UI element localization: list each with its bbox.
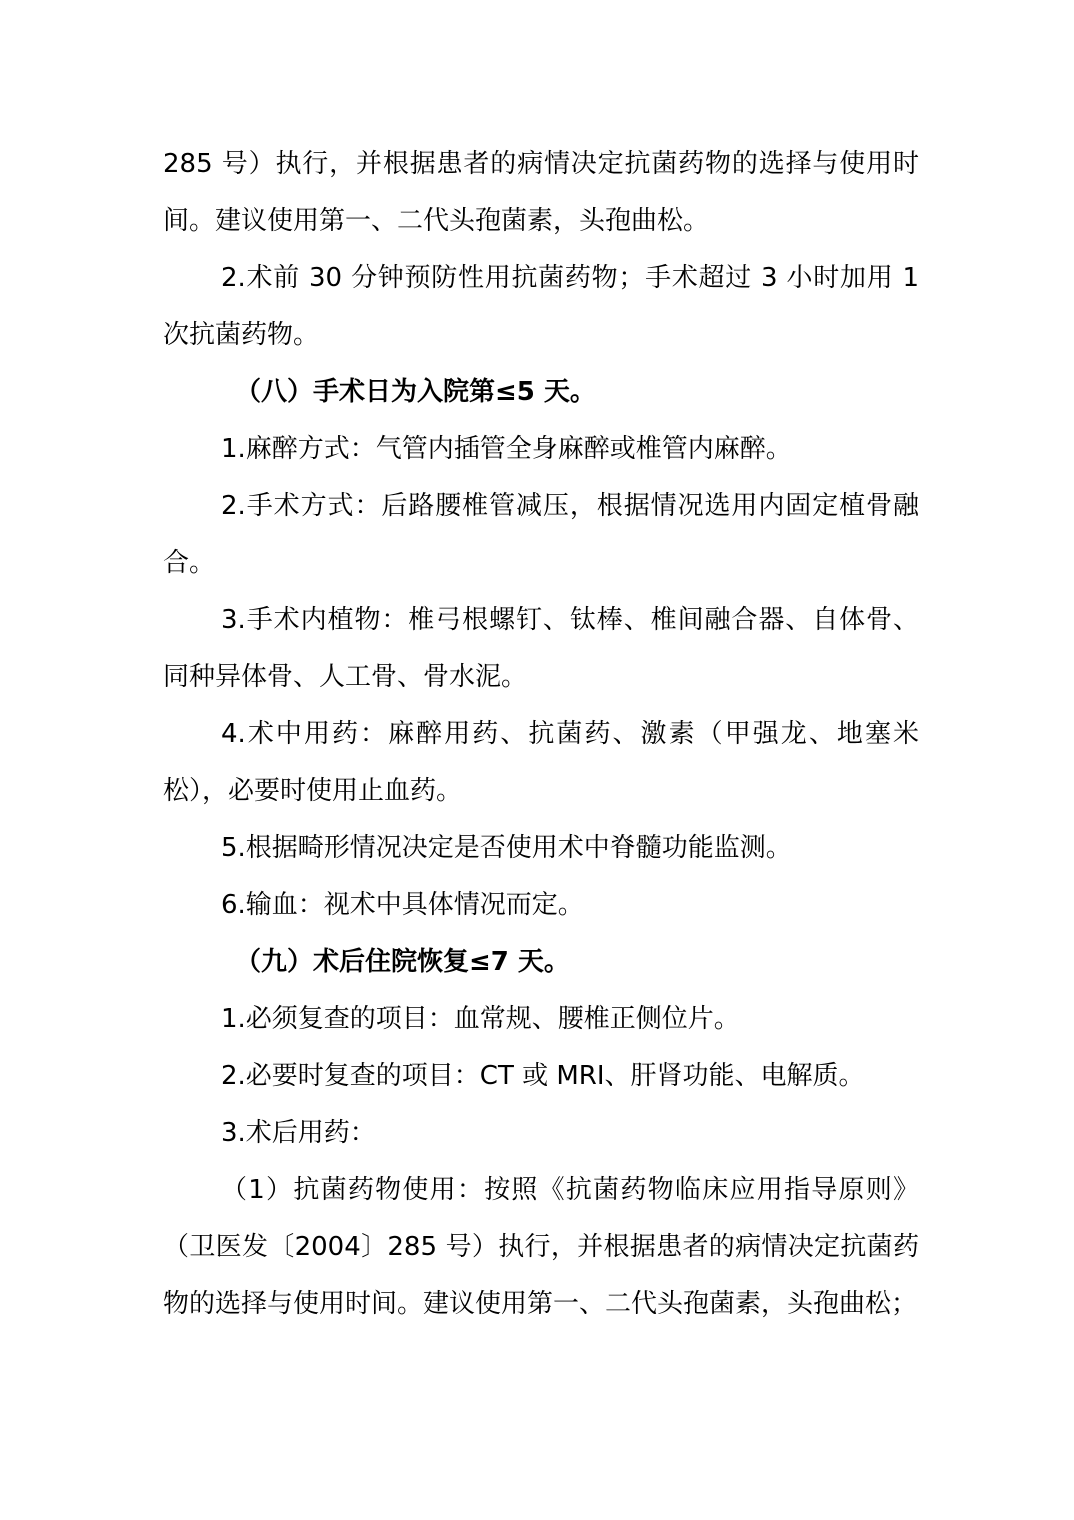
section-heading: （八）手术日为入院第≤5 天。 [235, 377, 596, 407]
paragraph: （1）抗菌药物使用：按照《抗菌药物临床应用指导原则》（卫医发〔2004〕285 号）执行，并根据患者的病情决定抗菌药物的选择与使用时间。建议使用第一、二代头孢菌素，头孢曲松； [163, 1175, 919, 1319]
paragraph: 2.术前 30 分钟预防性用抗菌药物；手术超过 3 小时加用 1 次抗菌药物。 [163, 263, 919, 350]
paragraph: 2.手术方式：后路腰椎管减压，根据情况选用内固定植骨融合。 [163, 491, 919, 578]
document-body [163, 136, 919, 1333]
paragraph: 2.必要时复查的项目：CT 或 MRI、肝肾功能、电解质。 [221, 1061, 865, 1091]
paragraph: 6.输血：视术中具体情况而定。 [221, 890, 584, 920]
paragraph: 5.根据畸形情况决定是否使用术中脊髓功能监测。 [221, 833, 792, 863]
paragraph: 4.术中用药：麻醉用药、抗菌药、激素（甲强龙、地塞米松），必要时使用止血药。 [163, 719, 919, 806]
paragraph: 1.必须复查的项目：血常规、腰椎正侧位片。 [221, 1004, 740, 1034]
section-heading: （九）术后住院恢复≤7 天。 [235, 947, 570, 977]
paragraph: 1.麻醉方式：气管内插管全身麻醉或椎管内麻醉。 [221, 434, 792, 464]
paragraph: 285 号）执行，并根据患者的病情决定抗菌药物的选择与使用时间。建议使用第一、二代头孢菌素，头孢曲松。 [163, 149, 919, 236]
paragraph: 3.术后用药： [221, 1118, 376, 1148]
paragraph: 3.手术内植物：椎弓根螺钉、钛棒、椎间融合器、自体骨、同种异体骨、人工骨、骨水泥。 [163, 605, 919, 692]
